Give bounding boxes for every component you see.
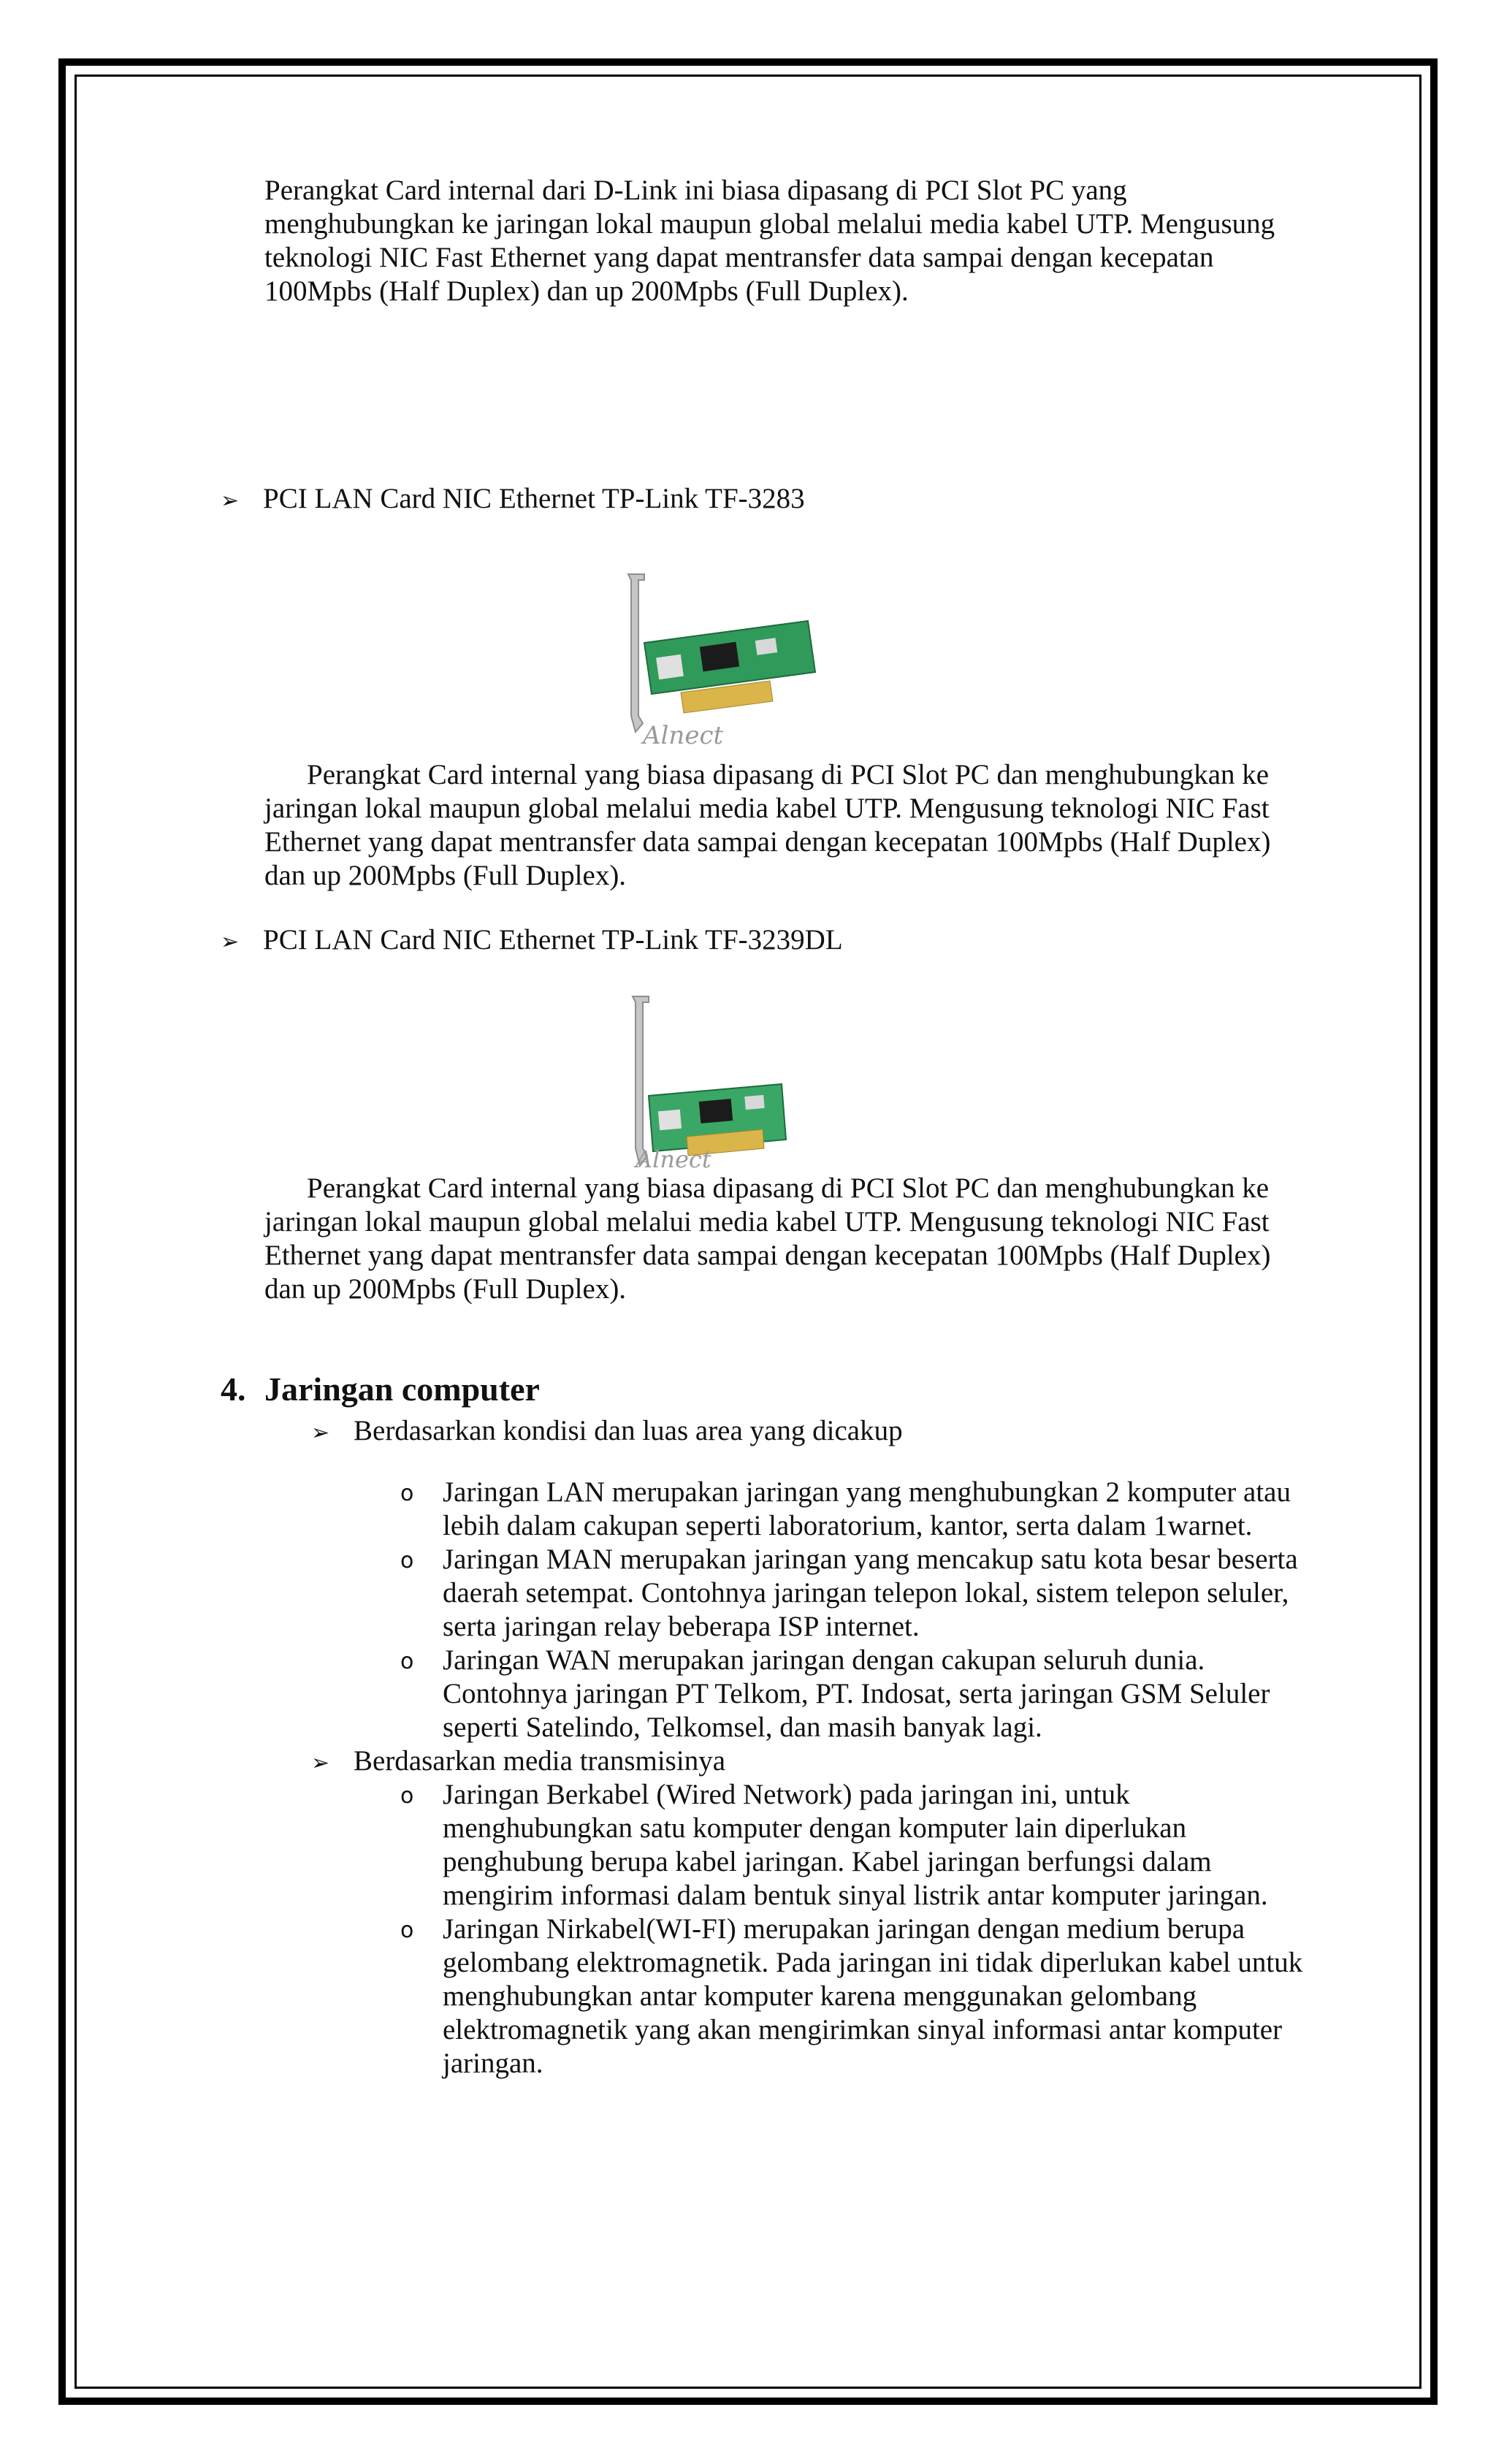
arrow-bullet-icon: ➢ (221, 488, 240, 514)
circuit-board-icon (644, 621, 815, 713)
network-card-image-2 (619, 993, 802, 1169)
arrow-bullet-icon: ➢ (311, 1420, 330, 1446)
list-item-text: Jaringan Berkabel (Wired Network) pada jaringan ini, untuk menghubungkan satu komputer dengan komputer lain diperlukan penghubung berupa kabel jaringan. Kabel jaringan berfungsi dalam mengirim informasi dalam bentuk sinyal listrik antar komputer jaringan. (443, 1779, 1268, 1911)
image-watermark: Alnect (636, 1145, 711, 1169)
group-2-bullet (311, 1744, 725, 1780)
circle-bullet-icon: o (400, 1918, 414, 1943)
intro-paragraph: Perangkat Card internal dari D-Link ini biasa dipasang di PCI Slot PC yang menghubungkan ke jaringan lokal maupun global melalui media kabel UTP. Mengusung teknologi NIC Fast Ethernet yang dapat mentransfer data sampai dengan kecepatan 100Mpbs (Half Duplex) dan up 200Mpbs (Full Duplex). (264, 175, 1275, 307)
list-item-text: Jaringan MAN merupakan jaringan yang mencakup satu kota besar beserta daerah setempat. Contohnya jaringan telepon lokal, sistem telepon seluler, serta jaringan relay beberapa ISP internet. (443, 1544, 1298, 1642)
list-item (400, 1644, 1321, 1744)
circle-bullet-icon: o (400, 1783, 414, 1809)
section-title: Jaringan computer (264, 1370, 540, 1408)
network-card-image-1 (614, 570, 833, 745)
product-1-title: PCI LAN Card NIC Ethernet TP-Link TF-3283 (263, 483, 805, 514)
image-watermark: Alnect (643, 721, 724, 745)
arrow-bullet-icon: ➢ (221, 929, 240, 955)
group-1-bullet (311, 1414, 903, 1450)
group-1-label: Berdasarkan kondisi dan luas area yang dicakup (354, 1415, 903, 1446)
section-number: 4. (221, 1370, 246, 1408)
group-2-label: Berdasarkan media transmisinya (354, 1745, 725, 1777)
arrow-bullet-icon: ➢ (311, 1750, 330, 1776)
product-1-bullet (221, 482, 805, 518)
list-item (400, 1543, 1321, 1644)
list-item-text: Jaringan Nirkabel(WI-FI) merupakan jaringan dengan medium berupa gelombang elektromagnetik. Pada jaringan ini tidak diperlukan kabel untuk menghubungkan antar komputer karena menggunakan gelombang elektromagnetik yang akan mengirimkan sinyal informasi antar komputer jaringan. (443, 1913, 1303, 2079)
circle-bullet-icon: o (400, 1649, 414, 1674)
list-item-text: Jaringan LAN merupakan jaringan yang menghubungkan 2 komputer atau lebih dalam cakupan seperti laboratorium, kantor, serta dalam 1warnet. (443, 1476, 1291, 1541)
product-2-description: Perangkat Card internal yang biasa dipasang di PCI Slot PC dan menghubungkan ke jaringan lokal maupun global melalui media kabel UTP. Mengusung teknologi NIC Fast Ethernet yang dapat mentransfer data sampai dengan kecepatan 100Mpbs (Half Duplex) dan up 200Mpbs (Full Duplex). (264, 1172, 1271, 1305)
product-2-bullet (221, 923, 843, 959)
product-2-title: PCI LAN Card NIC Ethernet TP-Link TF-3239DL (263, 924, 843, 956)
list-item-text: Jaringan WAN merupakan jaringan dengan cakupan seluruh dunia. Contohnya jaringan PT Telkom, PT. Indosat, serta jaringan GSM Seluler seperti Satelindo, Telkomsel, dan masih banyak lagi. (443, 1644, 1270, 1743)
section-heading (221, 1370, 540, 1408)
list-item (400, 1476, 1321, 1543)
list-item (400, 1912, 1321, 2080)
list-item (400, 1778, 1321, 1912)
product-1-description: Perangkat Card internal yang biasa dipasang di PCI Slot PC dan menghubungkan ke jaringan lokal maupun global melalui media kabel UTP. Mengusung teknologi NIC Fast Ethernet yang dapat mentransfer data sampai dengan kecepatan 100Mpbs (Half Duplex) dan up 200Mpbs (Full Duplex). (264, 759, 1271, 891)
pci-bracket-icon (633, 996, 649, 1166)
circle-bullet-icon: o (400, 1481, 414, 1506)
pci-bracket-icon (628, 574, 644, 732)
circle-bullet-icon: o (400, 1548, 414, 1574)
